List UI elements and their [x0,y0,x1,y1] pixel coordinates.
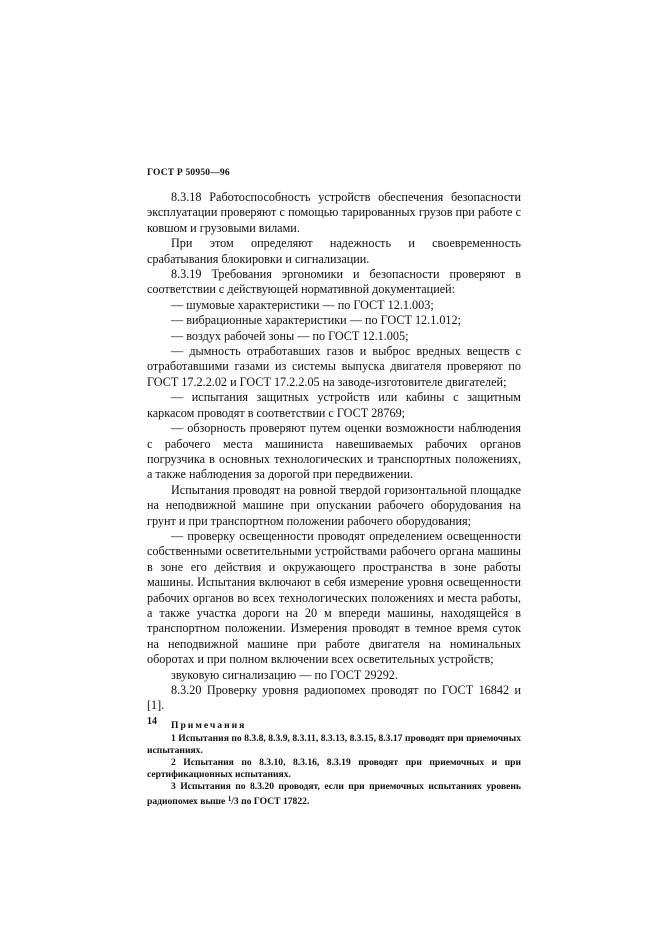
note-item-text: 3 Испытания по 8.3.20 проводят, если при приемочных испытаниях уровень радиопомех выше [147,780,521,807]
paragraph: — проверку освещенности проводят определением освещенности собственными осветительными устройствами рабочего органа машины в зоне его действия и окружающего пространства в зоне работы машины. Испытания включают в себя измерение уровня освещенности рабочих органов во всех технологических положениях и места работы, а также участка дороги на 20 м впереди машины, находящейся в транспортном положении. Измерения проводят в темное время суток на неподвижной машине при работе двигателя на номинальных оборотах и при полном включении всех осветительных устройств; [147,528,521,667]
note-item: 1 Испытания по 8.3.8, 8.3.9, 8.3.11, 8.3.13, 8.3.15, 8.3.17 проводят при приемочных испытаниях. [147,732,521,756]
notes-block [147,720,521,808]
note-item-text-end: по ГОСТ 17822. [241,795,310,807]
note-item: 2 Испытания по 8.3.10, 8.3.16, 8.3.19 проводят при приемочных и при сертификационных испытаниях. [147,756,521,780]
paragraph: звуковую сигнализацию — по ГОСТ 29292. [171,667,398,682]
body-text [147,190,521,808]
notes-title: Примечания [171,719,247,731]
paragraph: 8.3.19 Требования эргономики и безопасности проверяют в соответствии с действующей нормативной документацией: [147,267,521,297]
paragraph: — дымность отработавших газов и выброс вредных веществ с отработавшими газами из системы выпуска двигателя проверяют по ГОСТ 17.2.2.02 и ГОСТ 17.2.2.05 на заводе-изготовителе двигателей; [147,344,521,389]
paragraph: — воздух рабочей зоны — по ГОСТ 12.1.005; [171,328,409,343]
paragraph: 8.3.18 Работоспособность устройств обеспечения безопасности эксплуатации проверяют с помощью тарированных грузов при работе с ковшом и грузовыми вилами. [147,190,521,235]
note-fraction-denominator: /3 [231,795,239,807]
note-fraction-numerator: 1 [227,794,232,803]
paragraph: — шумовые характеристики — по ГОСТ 12.1.003; [171,297,434,312]
paragraph: 8.3.20 Проверку уровня радиопомех проводят по ГОСТ 16842 и [1]. [147,683,521,713]
document-header: ГОСТ Р 50950—96 [147,168,230,178]
note-item [147,781,521,808]
paragraph: — вибрационные характеристики — по ГОСТ 12.1.012; [171,313,462,328]
page-number: 14 [147,716,157,727]
paragraph: — обзорность проверяют путем оценки возможности наблюдения с рабочего места машиниста навешиваемых рабочих органов погрузчика в основных технологических и транспортных положениях, а также наблюдения за дорогой при передвижении. [147,421,521,482]
paragraph: При этом определяют надежность и своевременность срабатывания блокировки и сигнализации. [147,236,521,266]
paragraph: Испытания проводят на ровной твердой горизонтальной площадке на неподвижной машине при опускании рабочего оборудования на грунт и при транспортном положении рабочего оборудования; [147,482,521,528]
paragraph: — испытания защитных устройств или кабины с защитным каркасом проводят в соответствии с ГОСТ 28769; [147,390,521,420]
